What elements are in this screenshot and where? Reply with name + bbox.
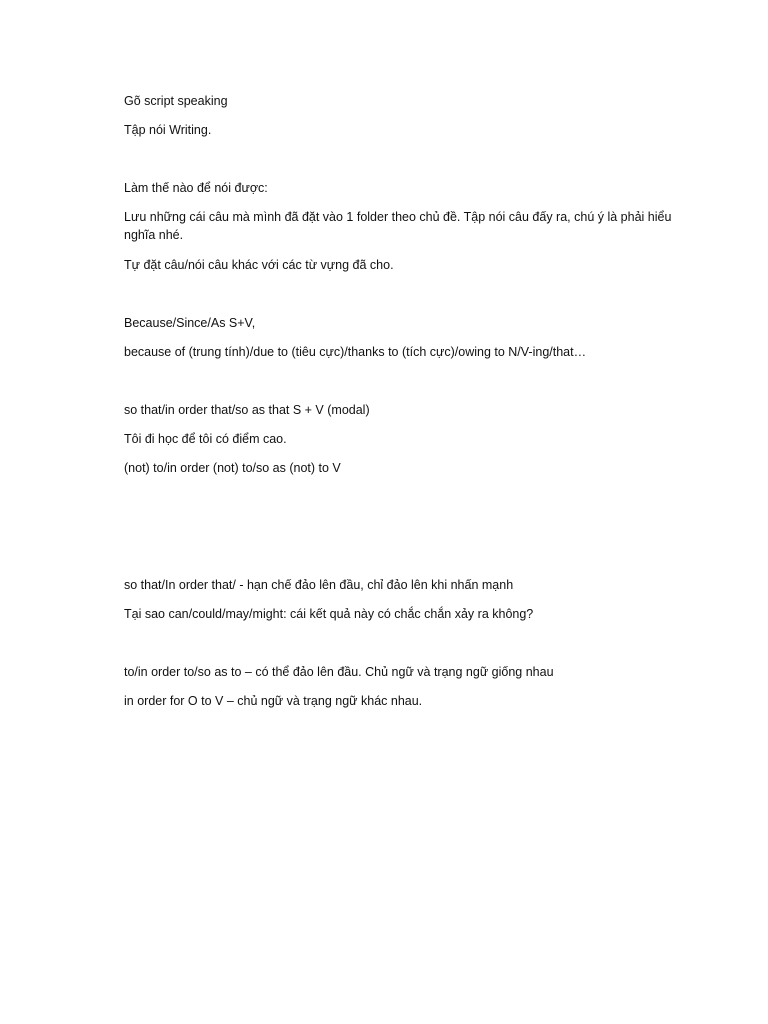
text-line-6: Because/Since/As S+V, [124,316,256,330]
text-line-1: Gõ script speaking [124,94,228,108]
text-line-14: in order for O to V – chủ ngữ và trạng ngữ khác nhau. [124,694,423,708]
text-line-13: to/in order to/so as to – có thể đảo lên đầu. Chủ ngữ và trạng ngữ giống nhau [124,665,554,679]
text-line-9: Tôi đi học để tôi có điểm cao. [124,432,287,446]
text-line-2: Tập nói Writing. [124,123,212,137]
text-line-12: Tại sao can/could/may/might: cái kết quả này có chắc chắn xảy ra không? [124,607,534,621]
text-line-4: Lưu những cái câu mà mình đã đặt vào 1 folder theo chủ đề. Tập nói câu đấy ra, chú ý là phải hiểu nghĩa nhé. [124,210,672,242]
text-line-7: because of (trung tính)/due to (tiêu cực)/thanks to (tích cực)/owing to N/V-ing/that… [124,345,587,359]
text-line-3: Làm thế nào để nói được: [124,181,268,195]
text-line-5: Tự đặt câu/nói câu khác với các từ vựng đã cho. [124,258,394,272]
text-line-11: so that/In order that/ - hạn chế đảo lên đầu, chỉ đảo lên khi nhấn mạnh [124,578,514,592]
text-line-8: so that/in order that/so as that S + V (modal) [124,403,370,417]
text-line-10: (not) to/in order (not) to/so as (not) to V [124,461,341,475]
